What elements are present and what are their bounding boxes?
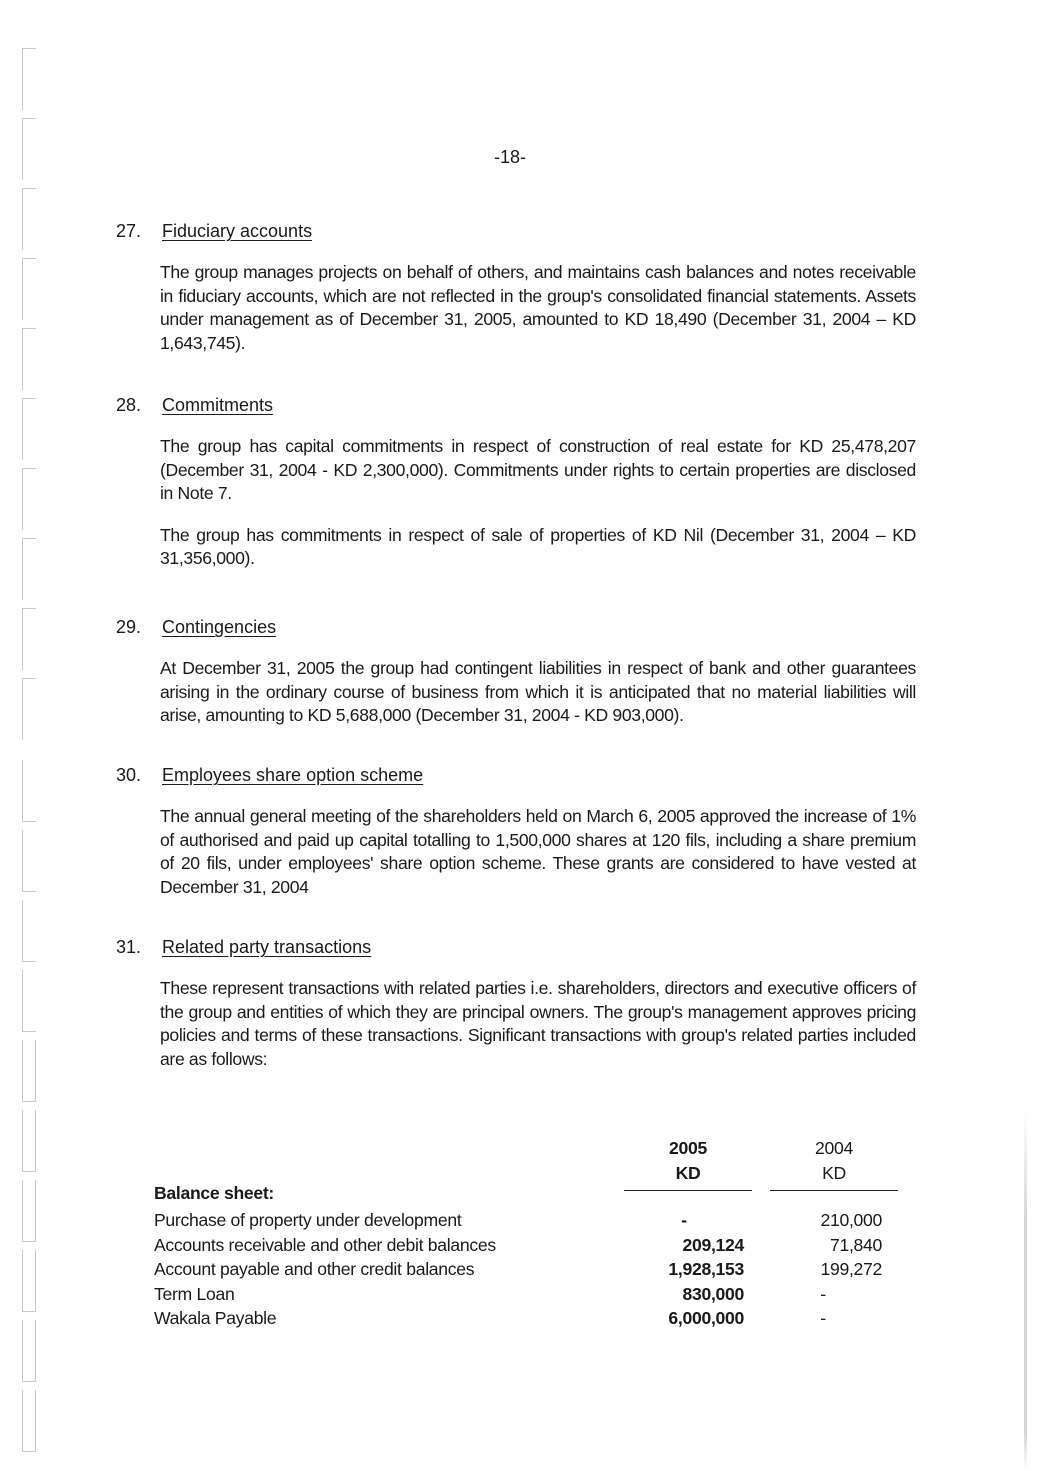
table-row bbox=[154, 1208, 914, 1232]
value-2005: 830,000 bbox=[682, 1284, 744, 1304]
row-label: Purchase of property under development bbox=[154, 1210, 462, 1230]
binding-mark bbox=[22, 1040, 36, 1102]
binding-mark bbox=[22, 48, 36, 110]
column-header-2004 bbox=[770, 1136, 898, 1191]
binding-mark bbox=[22, 188, 36, 250]
section-employees-share-option-scheme bbox=[116, 763, 916, 899]
section-title: Related party transactions bbox=[162, 937, 372, 957]
section-title: Employees share option scheme bbox=[162, 765, 424, 785]
paragraph: The group has commitments in respect of sale of properties of KD Nil (December 31, 2004 – KD 31,356,000). bbox=[160, 524, 916, 568]
binding-mark bbox=[22, 970, 36, 1032]
balance-sheet-heading: Balance sheet: bbox=[154, 1183, 274, 1203]
section-number: 30. bbox=[116, 765, 142, 785]
paragraph: At December 31, 2005 the group had contingent liabilities in respect of bank and other guarantees arising in the ordinary course of business from which it is anticipated that no material liabilities will arise, amounting to KD 5,688,000 (December 31, 2004 - KD 903,000). bbox=[160, 658, 916, 725]
section-commitments bbox=[116, 393, 916, 571]
binding-mark bbox=[22, 468, 36, 530]
paragraph: The annual general meeting of the shareholders held on March 6, 2005 approved the increase of 1% of authorised and paid up capital totalling to 1,500,000 shares at 120 fils, including a share premium of 20 fils, under employees' share option scheme. These grants are considered to have vested at December 31, 2004 bbox=[160, 806, 916, 897]
section-title: Commitments bbox=[162, 395, 274, 415]
scan-edge-shadow bbox=[1024, 1110, 1027, 1470]
column-unit: KD bbox=[822, 1163, 846, 1183]
section-related-party-transactions bbox=[116, 935, 916, 1071]
row-label: Account payable and other credit balances bbox=[154, 1259, 475, 1279]
section-number: 31. bbox=[116, 937, 142, 957]
column-unit: KD bbox=[675, 1163, 701, 1183]
binding-mark bbox=[22, 1390, 36, 1452]
table-row bbox=[154, 1233, 914, 1257]
row-label: Accounts receivable and other debit balances bbox=[154, 1235, 496, 1255]
section-heading bbox=[116, 393, 916, 417]
binding-mark bbox=[22, 398, 36, 460]
table-row bbox=[154, 1306, 914, 1330]
section-heading bbox=[116, 935, 916, 959]
binding-mark bbox=[22, 1110, 36, 1172]
column-rule bbox=[770, 1190, 898, 1191]
value-2004: - bbox=[820, 1308, 826, 1328]
value-2004: 71,840 bbox=[829, 1235, 882, 1255]
section-title: Contingencies bbox=[162, 617, 277, 637]
section-heading bbox=[116, 219, 916, 243]
binding-mark bbox=[22, 678, 36, 740]
binding-mark bbox=[22, 1180, 36, 1242]
section-number: 28. bbox=[116, 395, 142, 415]
binding-mark bbox=[22, 1250, 36, 1312]
paragraph: The group has capital commitments in respect of construction of real estate for KD 25,478,207 (December 31, 2004 - KD 2,300,000). Commitments under rights to certain properties are disclosed in Note 7. bbox=[160, 436, 916, 503]
binding-mark bbox=[22, 1320, 36, 1382]
binding-mark bbox=[22, 608, 36, 670]
column-rule bbox=[624, 1190, 752, 1191]
row-label: Wakala Payable bbox=[154, 1308, 277, 1328]
section-fiduciary-accounts bbox=[116, 219, 916, 355]
value-2005: - bbox=[681, 1210, 687, 1230]
binding-mark bbox=[22, 538, 36, 600]
section-number: 29. bbox=[116, 617, 142, 637]
column-year: 2005 bbox=[669, 1138, 707, 1158]
value-2005: 209,124 bbox=[682, 1235, 744, 1255]
section-title: Fiduciary accounts bbox=[162, 221, 313, 241]
table-row bbox=[154, 1257, 914, 1281]
column-year: 2004 bbox=[815, 1138, 853, 1158]
section-heading bbox=[116, 763, 916, 787]
value-2004: 210,000 bbox=[820, 1210, 882, 1230]
binding-mark bbox=[22, 830, 36, 892]
paragraph: These represent transactions with related parties i.e. shareholders, directors and executive officers of the group and entities of which they are principal owners. The group's management approves pricing policies and terms of these transactions. Significant transactions with group's related parties included are as follows: bbox=[160, 978, 916, 1069]
paragraph: The group manages projects on behalf of others, and maintains cash balances and notes receivable in fiduciary accounts, which are not reflected in the group's consolidated financial statements. Assets under management as of December 31, 2005, amounted to KD 18,490 (December 31, 2004 – KD 1,643,745). bbox=[160, 262, 916, 353]
value-2004: - bbox=[820, 1284, 826, 1304]
binding-mark bbox=[22, 900, 36, 962]
binding-mark bbox=[22, 328, 36, 390]
value-2005: 6,000,000 bbox=[668, 1308, 744, 1328]
binding-mark bbox=[22, 760, 36, 822]
section-contingencies bbox=[116, 615, 916, 728]
column-header-2005 bbox=[624, 1136, 752, 1191]
table-row bbox=[154, 1282, 914, 1306]
section-heading bbox=[116, 615, 916, 639]
value-2005: 1,928,153 bbox=[668, 1259, 744, 1279]
value-2004: 199,272 bbox=[820, 1259, 882, 1279]
page-number: -18- bbox=[493, 147, 526, 167]
binding-mark bbox=[22, 258, 36, 320]
row-label: Term Loan bbox=[154, 1284, 235, 1304]
section-number: 27. bbox=[116, 221, 142, 241]
